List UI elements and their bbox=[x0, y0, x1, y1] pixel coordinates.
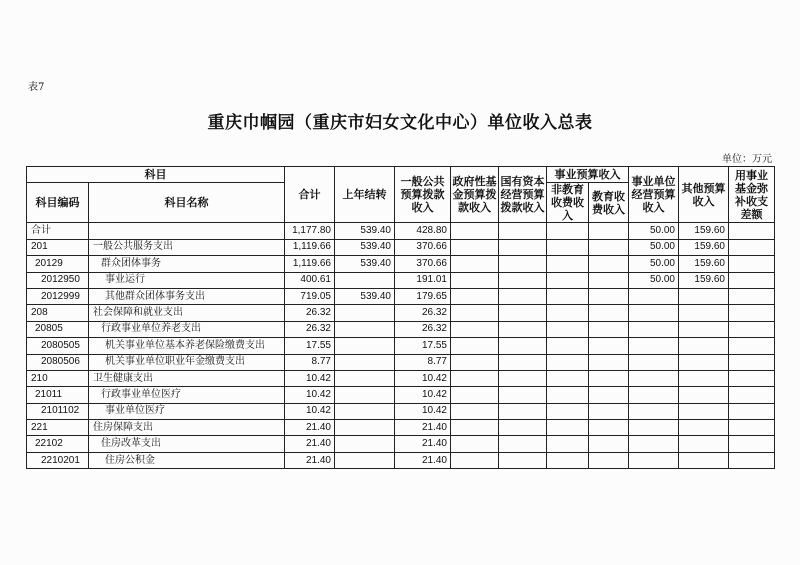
cell-edu-fee bbox=[589, 354, 629, 370]
table-row bbox=[27, 420, 775, 436]
cell-gov-fund bbox=[451, 338, 499, 354]
cell-gov-fund bbox=[451, 239, 499, 255]
cell-unit-operation bbox=[629, 420, 679, 436]
cell-general-budget: 10.42 bbox=[395, 387, 451, 403]
header-code: 科目编码 bbox=[27, 183, 89, 223]
cell-state-capital bbox=[499, 370, 547, 386]
cell-name bbox=[89, 223, 285, 239]
cell-state-capital bbox=[499, 387, 547, 403]
cell-code: 21011 bbox=[27, 387, 89, 403]
header-carryover: 上年结转 bbox=[335, 167, 395, 223]
cell-carryover bbox=[335, 387, 395, 403]
cell-carryover bbox=[335, 420, 395, 436]
table-row bbox=[27, 452, 775, 468]
table-row bbox=[27, 370, 775, 386]
cell-carryover: 539.40 bbox=[335, 256, 395, 272]
cell-total: 719.05 bbox=[285, 288, 335, 304]
cell-code: 2101102 bbox=[27, 403, 89, 419]
cell-total: 1,119.66 bbox=[285, 256, 335, 272]
header-subject: 科目 bbox=[27, 167, 285, 183]
cell-state-capital bbox=[499, 288, 547, 304]
cell-total: 1,119.66 bbox=[285, 239, 335, 255]
cell-non-edu-fee bbox=[547, 338, 589, 354]
cell-unit-operation: 50.00 bbox=[629, 239, 679, 255]
cell-gov-fund bbox=[451, 305, 499, 321]
cell-non-edu-fee bbox=[547, 223, 589, 239]
cell-carryover bbox=[335, 338, 395, 354]
cell-unit-operation bbox=[629, 321, 679, 337]
cell-other-budget bbox=[679, 452, 729, 468]
cell-non-edu-fee bbox=[547, 403, 589, 419]
cell-carryover bbox=[335, 354, 395, 370]
cell-general-budget: 17.55 bbox=[395, 338, 451, 354]
cell-other-budget bbox=[679, 387, 729, 403]
cell-edu-fee bbox=[589, 387, 629, 403]
cell-name: 住房改革支出 bbox=[89, 436, 285, 452]
cell-edu-fee bbox=[589, 288, 629, 304]
cell-gov-fund bbox=[451, 403, 499, 419]
cell-name: 社会保障和就业支出 bbox=[89, 305, 285, 321]
cell-edu-fee bbox=[589, 370, 629, 386]
cell-edu-fee bbox=[589, 338, 629, 354]
header-general-budget: 一般公共预算拨款收入 bbox=[395, 167, 451, 223]
cell-fund-supplement bbox=[729, 370, 775, 386]
cell-name: 其他群众团体事务支出 bbox=[89, 288, 285, 304]
cell-carryover bbox=[335, 321, 395, 337]
cell-carryover bbox=[335, 436, 395, 452]
cell-general-budget: 179.65 bbox=[395, 288, 451, 304]
cell-total: 10.42 bbox=[285, 370, 335, 386]
table-row bbox=[27, 387, 775, 403]
cell-name: 一般公共服务支出 bbox=[89, 239, 285, 255]
table-row bbox=[27, 321, 775, 337]
cell-carryover: 539.40 bbox=[335, 223, 395, 239]
cell-fund-supplement bbox=[729, 452, 775, 468]
header-fund-supplement: 用事业基金弥补收支差额 bbox=[729, 167, 775, 223]
cell-unit-operation bbox=[629, 305, 679, 321]
unit-label: 单位：万元 bbox=[722, 154, 772, 165]
cell-code: 2012999 bbox=[27, 288, 89, 304]
cell-fund-supplement bbox=[729, 256, 775, 272]
header-non-edu-fee: 非教育收费收入 bbox=[547, 183, 589, 223]
cell-non-edu-fee bbox=[547, 305, 589, 321]
cell-fund-supplement bbox=[729, 420, 775, 436]
cell-state-capital bbox=[499, 452, 547, 468]
cell-fund-supplement bbox=[729, 403, 775, 419]
cell-other-budget bbox=[679, 436, 729, 452]
cell-other-budget bbox=[679, 403, 729, 419]
cell-non-edu-fee bbox=[547, 354, 589, 370]
cell-non-edu-fee bbox=[547, 321, 589, 337]
header-edu-fee: 教育收费收入 bbox=[589, 183, 629, 223]
cell-general-budget: 428.80 bbox=[395, 223, 451, 239]
cell-edu-fee bbox=[589, 223, 629, 239]
cell-name: 机关事业单位基本养老保险缴费支出 bbox=[89, 338, 285, 354]
cell-state-capital bbox=[499, 256, 547, 272]
cell-state-capital bbox=[499, 272, 547, 288]
cell-unit-operation bbox=[629, 338, 679, 354]
table-row bbox=[27, 272, 775, 288]
cell-name: 住房保障支出 bbox=[89, 420, 285, 436]
cell-fund-supplement bbox=[729, 239, 775, 255]
cell-total: 26.32 bbox=[285, 321, 335, 337]
cell-state-capital bbox=[499, 239, 547, 255]
cell-name: 事业单位医疗 bbox=[89, 403, 285, 419]
cell-unit-operation: 50.00 bbox=[629, 223, 679, 239]
cell-code: 2080505 bbox=[27, 338, 89, 354]
cell-non-edu-fee bbox=[547, 420, 589, 436]
cell-carryover: 539.40 bbox=[335, 288, 395, 304]
header-state-capital: 国有资本经营预算拨款收入 bbox=[499, 167, 547, 223]
table-row bbox=[27, 338, 775, 354]
cell-edu-fee bbox=[589, 272, 629, 288]
cell-general-budget: 10.42 bbox=[395, 370, 451, 386]
cell-code: 20805 bbox=[27, 321, 89, 337]
cell-fund-supplement bbox=[729, 305, 775, 321]
cell-state-capital bbox=[499, 436, 547, 452]
cell-carryover bbox=[335, 305, 395, 321]
cell-unit-operation bbox=[629, 370, 679, 386]
cell-general-budget: 21.40 bbox=[395, 452, 451, 468]
cell-name: 群众团体事务 bbox=[89, 256, 285, 272]
cell-state-capital bbox=[499, 305, 547, 321]
page-title: 重庆巾帼园（重庆市妇女文化中心）单位收入总表 bbox=[207, 113, 593, 133]
table-row bbox=[27, 403, 775, 419]
cell-unit-operation bbox=[629, 452, 679, 468]
cell-code: 2012950 bbox=[27, 272, 89, 288]
cell-other-budget: 159.60 bbox=[679, 223, 729, 239]
header-business-budget: 事业预算收入 bbox=[547, 167, 629, 183]
cell-total: 26.32 bbox=[285, 305, 335, 321]
cell-general-budget: 21.40 bbox=[395, 436, 451, 452]
cell-code: 20129 bbox=[27, 256, 89, 272]
cell-total: 10.42 bbox=[285, 403, 335, 419]
cell-other-budget bbox=[679, 354, 729, 370]
cell-general-budget: 21.40 bbox=[395, 420, 451, 436]
cell-non-edu-fee bbox=[547, 272, 589, 288]
cell-other-budget: 159.60 bbox=[679, 272, 729, 288]
cell-other-budget bbox=[679, 370, 729, 386]
cell-carryover: 539.40 bbox=[335, 239, 395, 255]
cell-name: 机关事业单位职业年金缴费支出 bbox=[89, 354, 285, 370]
cell-code: 合计 bbox=[27, 223, 89, 239]
table-row bbox=[27, 256, 775, 272]
cell-code: 221 bbox=[27, 420, 89, 436]
cell-other-budget: 159.60 bbox=[679, 256, 729, 272]
income-summary-table bbox=[26, 166, 775, 469]
cell-other-budget bbox=[679, 288, 729, 304]
table-row bbox=[27, 239, 775, 255]
cell-gov-fund bbox=[451, 436, 499, 452]
cell-carryover bbox=[335, 452, 395, 468]
cell-state-capital bbox=[499, 338, 547, 354]
cell-state-capital bbox=[499, 321, 547, 337]
header-other-budget: 其他预算收入 bbox=[679, 167, 729, 223]
cell-total: 1,177.80 bbox=[285, 223, 335, 239]
cell-other-budget bbox=[679, 321, 729, 337]
cell-state-capital bbox=[499, 403, 547, 419]
cell-general-budget: 26.32 bbox=[395, 305, 451, 321]
cell-carryover bbox=[335, 272, 395, 288]
cell-unit-operation bbox=[629, 288, 679, 304]
cell-gov-fund bbox=[451, 370, 499, 386]
cell-state-capital bbox=[499, 223, 547, 239]
cell-gov-fund bbox=[451, 420, 499, 436]
cell-name: 行政事业单位医疗 bbox=[89, 387, 285, 403]
cell-total: 10.42 bbox=[285, 387, 335, 403]
cell-non-edu-fee bbox=[547, 452, 589, 468]
cell-unit-operation bbox=[629, 403, 679, 419]
cell-name: 住房公积金 bbox=[89, 452, 285, 468]
cell-code: 208 bbox=[27, 305, 89, 321]
cell-state-capital bbox=[499, 354, 547, 370]
cell-general-budget: 191.01 bbox=[395, 272, 451, 288]
cell-other-budget bbox=[679, 420, 729, 436]
cell-gov-fund bbox=[451, 354, 499, 370]
cell-edu-fee bbox=[589, 452, 629, 468]
cell-edu-fee bbox=[589, 321, 629, 337]
cell-code: 210 bbox=[27, 370, 89, 386]
cell-name: 事业运行 bbox=[89, 272, 285, 288]
cell-total: 21.40 bbox=[285, 452, 335, 468]
cell-name: 行政事业单位养老支出 bbox=[89, 321, 285, 337]
cell-fund-supplement bbox=[729, 321, 775, 337]
cell-other-budget bbox=[679, 305, 729, 321]
cell-gov-fund bbox=[451, 256, 499, 272]
cell-general-budget: 26.32 bbox=[395, 321, 451, 337]
cell-total: 8.77 bbox=[285, 354, 335, 370]
cell-other-budget: 159.60 bbox=[679, 239, 729, 255]
cell-total: 400.61 bbox=[285, 272, 335, 288]
cell-gov-fund bbox=[451, 272, 499, 288]
cell-gov-fund bbox=[451, 223, 499, 239]
cell-fund-supplement bbox=[729, 387, 775, 403]
cell-state-capital bbox=[499, 420, 547, 436]
cell-unit-operation: 50.00 bbox=[629, 272, 679, 288]
cell-general-budget: 370.66 bbox=[395, 239, 451, 255]
cell-name: 卫生健康支出 bbox=[89, 370, 285, 386]
cell-fund-supplement bbox=[729, 288, 775, 304]
cell-fund-supplement bbox=[729, 338, 775, 354]
cell-gov-fund bbox=[451, 321, 499, 337]
cell-non-edu-fee bbox=[547, 370, 589, 386]
cell-general-budget: 10.42 bbox=[395, 403, 451, 419]
cell-gov-fund bbox=[451, 288, 499, 304]
cell-non-edu-fee bbox=[547, 256, 589, 272]
header-gov-fund: 政府性基金预算拨款收入 bbox=[451, 167, 499, 223]
table-number: 表7 bbox=[28, 82, 45, 93]
cell-unit-operation bbox=[629, 387, 679, 403]
table-row bbox=[27, 354, 775, 370]
cell-code: 2080506 bbox=[27, 354, 89, 370]
cell-unit-operation bbox=[629, 436, 679, 452]
cell-edu-fee bbox=[589, 403, 629, 419]
table-row bbox=[27, 223, 775, 239]
cell-edu-fee bbox=[589, 256, 629, 272]
cell-gov-fund bbox=[451, 387, 499, 403]
table-row bbox=[27, 305, 775, 321]
cell-edu-fee bbox=[589, 239, 629, 255]
header-unit-operation: 事业单位经营预算收入 bbox=[629, 167, 679, 223]
cell-code: 2210201 bbox=[27, 452, 89, 468]
header-total: 合计 bbox=[285, 167, 335, 223]
cell-code: 22102 bbox=[27, 436, 89, 452]
cell-non-edu-fee bbox=[547, 436, 589, 452]
cell-fund-supplement bbox=[729, 223, 775, 239]
cell-carryover bbox=[335, 403, 395, 419]
cell-general-budget: 370.66 bbox=[395, 256, 451, 272]
cell-edu-fee bbox=[589, 436, 629, 452]
cell-non-edu-fee bbox=[547, 239, 589, 255]
cell-total: 17.55 bbox=[285, 338, 335, 354]
cell-fund-supplement bbox=[729, 272, 775, 288]
table-row bbox=[27, 436, 775, 452]
cell-fund-supplement bbox=[729, 436, 775, 452]
cell-general-budget: 8.77 bbox=[395, 354, 451, 370]
cell-total: 21.40 bbox=[285, 420, 335, 436]
header-name: 科目名称 bbox=[89, 183, 285, 223]
table-row bbox=[27, 288, 775, 304]
cell-non-edu-fee bbox=[547, 387, 589, 403]
cell-edu-fee bbox=[589, 305, 629, 321]
cell-edu-fee bbox=[589, 420, 629, 436]
cell-other-budget bbox=[679, 338, 729, 354]
cell-gov-fund bbox=[451, 452, 499, 468]
table-body bbox=[27, 223, 775, 469]
cell-unit-operation bbox=[629, 354, 679, 370]
cell-unit-operation: 50.00 bbox=[629, 256, 679, 272]
cell-non-edu-fee bbox=[547, 288, 589, 304]
cell-carryover bbox=[335, 370, 395, 386]
cell-fund-supplement bbox=[729, 354, 775, 370]
cell-code: 201 bbox=[27, 239, 89, 255]
cell-total: 21.40 bbox=[285, 436, 335, 452]
